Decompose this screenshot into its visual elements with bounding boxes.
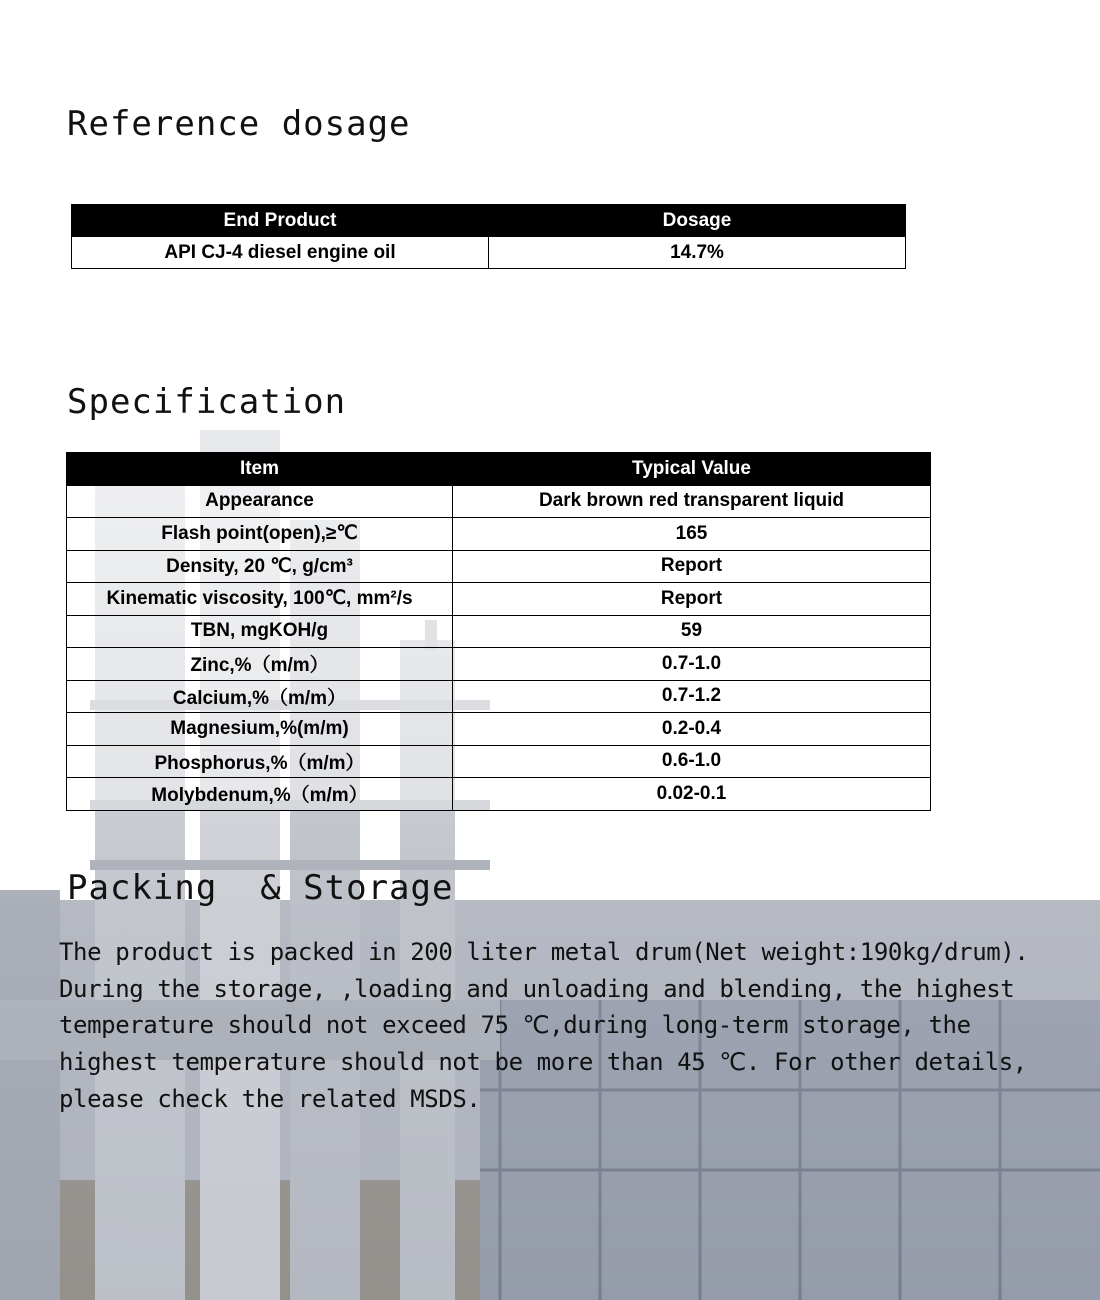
table-row	[72, 237, 906, 269]
reference-dosage-table	[71, 204, 906, 269]
table-row	[67, 550, 931, 583]
table-cell: 14.7%	[489, 237, 906, 269]
table-cell: Calcium,%（m/m）	[67, 680, 453, 713]
table-cell: Appearance	[67, 485, 453, 518]
table-row	[67, 615, 931, 648]
table-cell: 0.7-1.0	[453, 648, 931, 681]
table-cell: 59	[453, 615, 931, 648]
table-row	[67, 745, 931, 778]
table-cell: Kinematic viscosity, 100℃, mm²/s	[67, 583, 453, 616]
table-row	[67, 518, 931, 551]
table-row	[67, 583, 931, 616]
table-header-row	[67, 453, 931, 486]
table-cell: 0.02-0.1	[453, 778, 931, 811]
table-cell: 0.7-1.2	[453, 680, 931, 713]
table-row	[67, 713, 931, 746]
table-cell: Report	[453, 550, 931, 583]
table-row	[67, 485, 931, 518]
table-cell: 0.2-0.4	[453, 713, 931, 746]
column-header: Item	[67, 453, 453, 486]
table-cell: Phosphorus,%（m/m）	[67, 745, 453, 778]
column-header: End Product	[72, 205, 489, 237]
table-row	[67, 778, 931, 811]
table-cell: 165	[453, 518, 931, 551]
table-row	[67, 680, 931, 713]
table-header-row	[72, 205, 906, 237]
table-cell: Magnesium,%(m/m)	[67, 713, 453, 746]
table-cell: Molybdenum,%（m/m）	[67, 778, 453, 811]
specification-heading: Specification	[67, 382, 347, 422]
packing-storage-heading: Packing & Storage	[67, 868, 454, 908]
table-cell: Dark brown red transparent liquid	[453, 485, 931, 518]
table-cell: Flash point(open),≥℃	[67, 518, 453, 551]
table-row	[67, 648, 931, 681]
table-cell: Report	[453, 583, 931, 616]
table-cell: API CJ-4 diesel engine oil	[72, 237, 489, 269]
table-cell: TBN, mgKOH/g	[67, 615, 453, 648]
reference-dosage-heading: Reference dosage	[67, 104, 411, 144]
column-header: Typical Value	[453, 453, 931, 486]
table-cell: Density, 20 ℃, g/cm³	[67, 550, 453, 583]
table-cell: 0.6-1.0	[453, 745, 931, 778]
packing-storage-text: The product is packed in 200 liter metal drum(Net weight:190kg/drum). During the storage, ,loading and unloading and blending, the highest temperature should not exceed 75 ℃,during long-term storage, the highest temperature should not be more than 45 ℃. For other details, please check the related MSDS.	[59, 938, 1029, 1113]
table-cell: Zinc,%（m/m）	[67, 648, 453, 681]
column-header: Dosage	[489, 205, 906, 237]
specification-table	[66, 452, 931, 811]
